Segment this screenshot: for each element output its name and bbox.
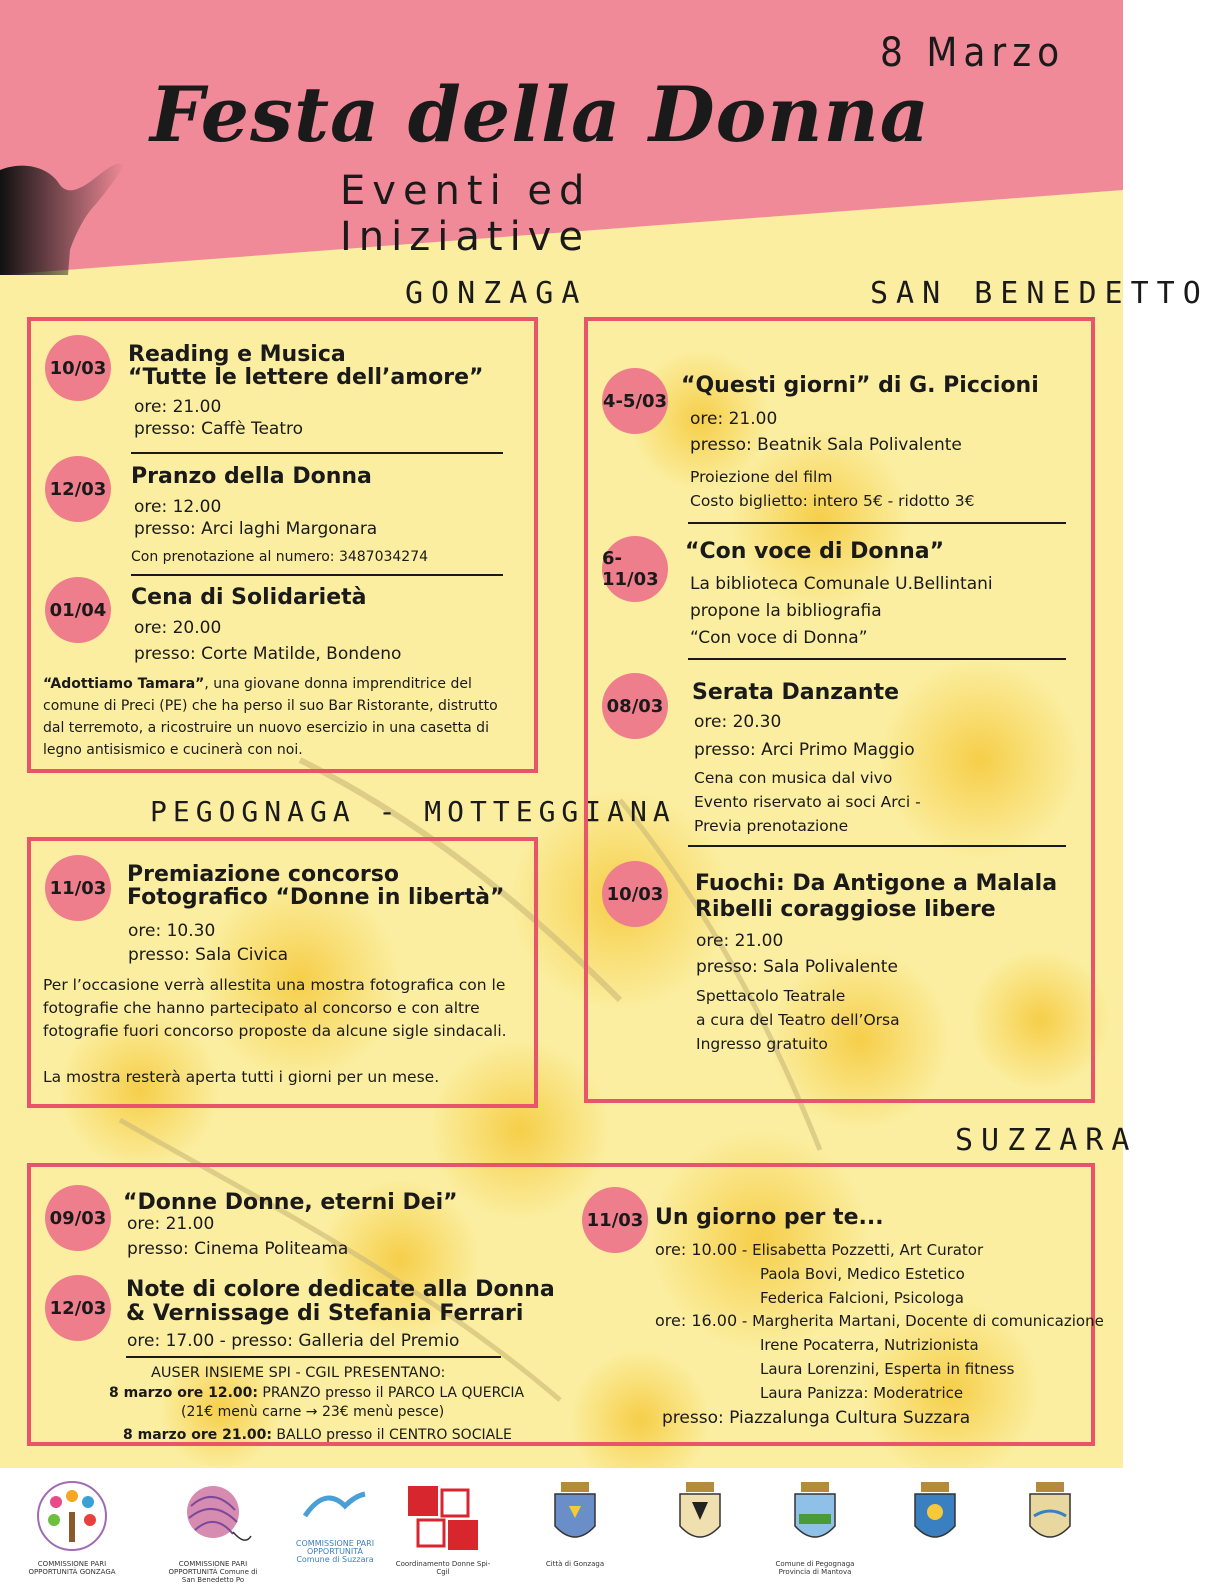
- auser-line: [123, 1426, 512, 1444]
- event-title: “Con voce di Donna”: [685, 539, 945, 564]
- sponsor-footer: [0, 1468, 1123, 1588]
- event-title: Reading e Musica: [128, 342, 346, 367]
- event-detail: Previa prenotazione: [694, 817, 849, 835]
- logo-comune-pegognaga: [765, 1476, 865, 1576]
- event-time: ore: 20.00: [134, 618, 222, 638]
- event-venue: presso: Corte Matilde, Bondeno: [134, 644, 402, 664]
- session-time: ore: 10.00: [655, 1240, 738, 1259]
- logo-caption: Coordinamento Donne Spi-Cgil: [395, 1560, 491, 1576]
- divider: [126, 1356, 501, 1358]
- auser-line-text: PRANZO presso il PARCO LA QUERCIA: [257, 1385, 525, 1401]
- event-date-badge: 12/03: [45, 1275, 111, 1341]
- crest-icon: [785, 1476, 845, 1556]
- event-title: “Tutte le lettere dell’amore”: [128, 365, 484, 390]
- crest-icon: [1020, 1476, 1080, 1556]
- event-date-badge: 4-5/03: [602, 368, 668, 434]
- event-detail: Cena con musica dal vivo: [694, 769, 893, 787]
- logo-caption: COMMISSIONE PARI OPPORTUNITÀ Comune di Suzzara: [295, 1539, 375, 1564]
- speaker: Laura Panizza: Moderatrice: [760, 1384, 964, 1402]
- event-date-badge: 12/03: [45, 456, 111, 522]
- event-detail: Ingresso gratuito: [696, 1035, 828, 1053]
- event-time: ore: 21.00: [134, 397, 222, 417]
- speaker: - Margherita Martani, Docente di comunicazione: [737, 1312, 1104, 1330]
- logo-crest-4: [890, 1476, 980, 1576]
- logo-cpo-gonzaga: [27, 1476, 117, 1576]
- tree-figures-icon: [32, 1476, 112, 1556]
- event-title: Note di colore dedicate alla Donna: [126, 1277, 555, 1302]
- speaker-line: [655, 1312, 1104, 1330]
- crest-icon: [670, 1476, 730, 1556]
- event-venue: presso: Piazzalunga Cultura Suzzara: [662, 1408, 971, 1428]
- event-date-badge: 01/04: [45, 577, 111, 643]
- event-title: “Questi giorni” di G. Piccioni: [681, 373, 1039, 398]
- event-title: Serata Danzante: [692, 680, 900, 705]
- page-subtitle: Eventi ed Iniziative: [340, 168, 592, 260]
- event-time: ore: 12.00: [134, 497, 222, 517]
- auser-line: (21€ menù carne → 23€ menù pesce): [181, 1404, 445, 1420]
- divider: [131, 452, 503, 454]
- section-heading-gonzaga: GONZAGA: [405, 276, 588, 311]
- logo-caption: COMMISSIONE PARI OPPORTUNITÀ Comune di San Benedetto Po: [168, 1560, 258, 1584]
- event-venue: presso: Sala Polivalente: [696, 957, 898, 977]
- logo-citta-gonzaga: [530, 1476, 620, 1576]
- logo-crest-2: [655, 1476, 745, 1576]
- event-description: Per l’occasione verrà allestita una mostra fotografica con le fotografie che hanno partecipato al concorso e con altre fotografie fuori concorso proposte da alcune sigle sindacali.: [43, 976, 507, 1040]
- event-detail: Spettacolo Teatrale: [696, 987, 846, 1005]
- event-time: ore: 17.00 - presso: Galleria del Premio: [127, 1331, 460, 1351]
- event-detail: a cura del Teatro dell’Orsa: [696, 1011, 900, 1029]
- section-heading-pegognaga: PEGOGNAGA - MOTTEGGIANA: [150, 795, 676, 828]
- event-venue: presso: Beatnik Sala Polivalente: [690, 435, 962, 455]
- event-detail: “Con voce di Donna”: [690, 628, 868, 648]
- event-venue: presso: Arci Primo Maggio: [694, 740, 915, 760]
- logo-caption: Comune di Pegognaga Provincia di Mantova: [775, 1560, 855, 1576]
- san-benedetto-box: [584, 317, 1095, 1103]
- header-date: 8 Marzo: [880, 30, 1066, 76]
- section-heading-san-benedetto: SAN BENEDETTO: [870, 276, 1209, 311]
- event-venue: presso: Sala Civica: [128, 945, 289, 965]
- logo-coordinamento-donne: [393, 1476, 493, 1576]
- divider: [688, 658, 1066, 660]
- auser-line-text: BALLO presso il CENTRO SOCIALE: [271, 1427, 512, 1443]
- session-time: ore: 16.00: [655, 1311, 738, 1330]
- page-title: Festa della Donna: [150, 70, 931, 159]
- event-venue: presso: Caffè Teatro: [134, 419, 304, 439]
- logo-cpo-san-benedetto: [163, 1476, 263, 1584]
- speaker: Federica Falcioni, Psicologa: [760, 1289, 964, 1307]
- speaker: - Elisabetta Pozzetti, Art Curator: [737, 1241, 984, 1259]
- event-venue: presso: Cinema Politeama: [127, 1239, 349, 1259]
- auser-line-date: 8 marzo ore 12.00:: [109, 1385, 258, 1401]
- event-title: Fuochi: Da Antigone a Malala: [695, 871, 1058, 896]
- divider: [688, 522, 1066, 524]
- event-date-badge: 09/03: [45, 1185, 111, 1251]
- event-venue: presso: Arci laghi Margonara: [134, 519, 378, 539]
- event-time: ore: 21.00: [696, 931, 784, 951]
- logo-caption: COMMISSIONE PARI OPPORTUNITÀ GONZAGA: [28, 1560, 116, 1576]
- auser-line-date: 8 marzo ore 21.00:: [123, 1427, 272, 1443]
- section-heading-suzzara: SUZZARA: [955, 1123, 1138, 1158]
- event-time: ore: 20.30: [694, 712, 782, 732]
- event-date-badge: 11/03: [45, 855, 111, 921]
- event-date-badge: 6-11/03: [602, 536, 668, 602]
- event-title: Ribelli coraggiose libere: [695, 897, 996, 922]
- event-title: “Donne Donne, eterni Dei”: [123, 1190, 458, 1215]
- yarn-ball-icon: [173, 1476, 253, 1556]
- event-detail: Costo biglietto: intero 5€ - ridotto 3€: [690, 492, 975, 510]
- event-note: Con prenotazione al numero: 3487034274: [131, 549, 429, 565]
- speaker-line: [655, 1241, 983, 1259]
- event-detail: La biblioteca Comunale U.Bellintani: [690, 574, 993, 594]
- wave-icon: [295, 1476, 375, 1536]
- event-title: Un giorno per te...: [655, 1205, 884, 1230]
- event-time: ore: 21.00: [690, 409, 778, 429]
- event-time: ore: 10.30: [128, 921, 216, 941]
- auser-heading: AUSER INSIEME SPI - CGIL PRESENTANO:: [151, 1365, 446, 1381]
- event-detail: Proiezione del film: [690, 468, 833, 486]
- divider: [131, 574, 503, 576]
- gonzaga-box: [27, 317, 538, 773]
- logo-caption: Città di Gonzaga: [545, 1560, 605, 1568]
- event-title: Premiazione concorso: [127, 862, 399, 887]
- event-time: ore: 21.00: [127, 1214, 215, 1234]
- event-title: & Vernissage di Stefania Ferrari: [126, 1301, 524, 1326]
- speaker: Paola Bovi, Medico Estetico: [760, 1265, 965, 1283]
- event-date-badge: 10/03: [45, 335, 111, 401]
- event-title: Fotografico “Donne in libertà”: [127, 885, 505, 910]
- auser-line: [109, 1384, 524, 1402]
- crest-icon: [905, 1476, 965, 1556]
- event-description: [43, 673, 523, 761]
- highlight: “Adottiamo Tamara”: [43, 676, 205, 692]
- event-description: La mostra resterà aperta tutti i giorni per un mese.: [43, 1068, 440, 1086]
- description-text: , una giovane donna imprenditrice del comune di Preci (PE) che ha perso il suo Bar Ristorante, distrutto dal terremoto, a ricostruire un nuovo esercizio in una casetta di legno antisismico e cucinerà con noi.: [43, 676, 498, 758]
- pegognaga-box: [27, 837, 538, 1108]
- suzzara-box: [27, 1163, 1104, 1446]
- event-date-badge: 08/03: [602, 673, 668, 739]
- speaker: Laura Lorenzini, Esperta in fitness: [760, 1360, 1015, 1378]
- crest-icon: [545, 1476, 605, 1556]
- event-date-badge: 11/03: [582, 1187, 648, 1253]
- event-title: Pranzo della Donna: [131, 464, 372, 489]
- divider: [688, 845, 1066, 847]
- event-title: Cena di Solidarietà: [131, 585, 367, 610]
- event-date-badge: 10/03: [602, 861, 668, 927]
- logo-crest-5: [1005, 1476, 1095, 1576]
- event-detail: propone la bibliografia: [690, 601, 882, 621]
- event-detail: Evento riservato ai soci Arci -: [694, 793, 921, 811]
- logo-cpo-suzzara: [290, 1476, 380, 1576]
- red-squares-icon: [398, 1476, 488, 1556]
- speaker: Irene Pocaterra, Nutrizionista: [760, 1336, 979, 1354]
